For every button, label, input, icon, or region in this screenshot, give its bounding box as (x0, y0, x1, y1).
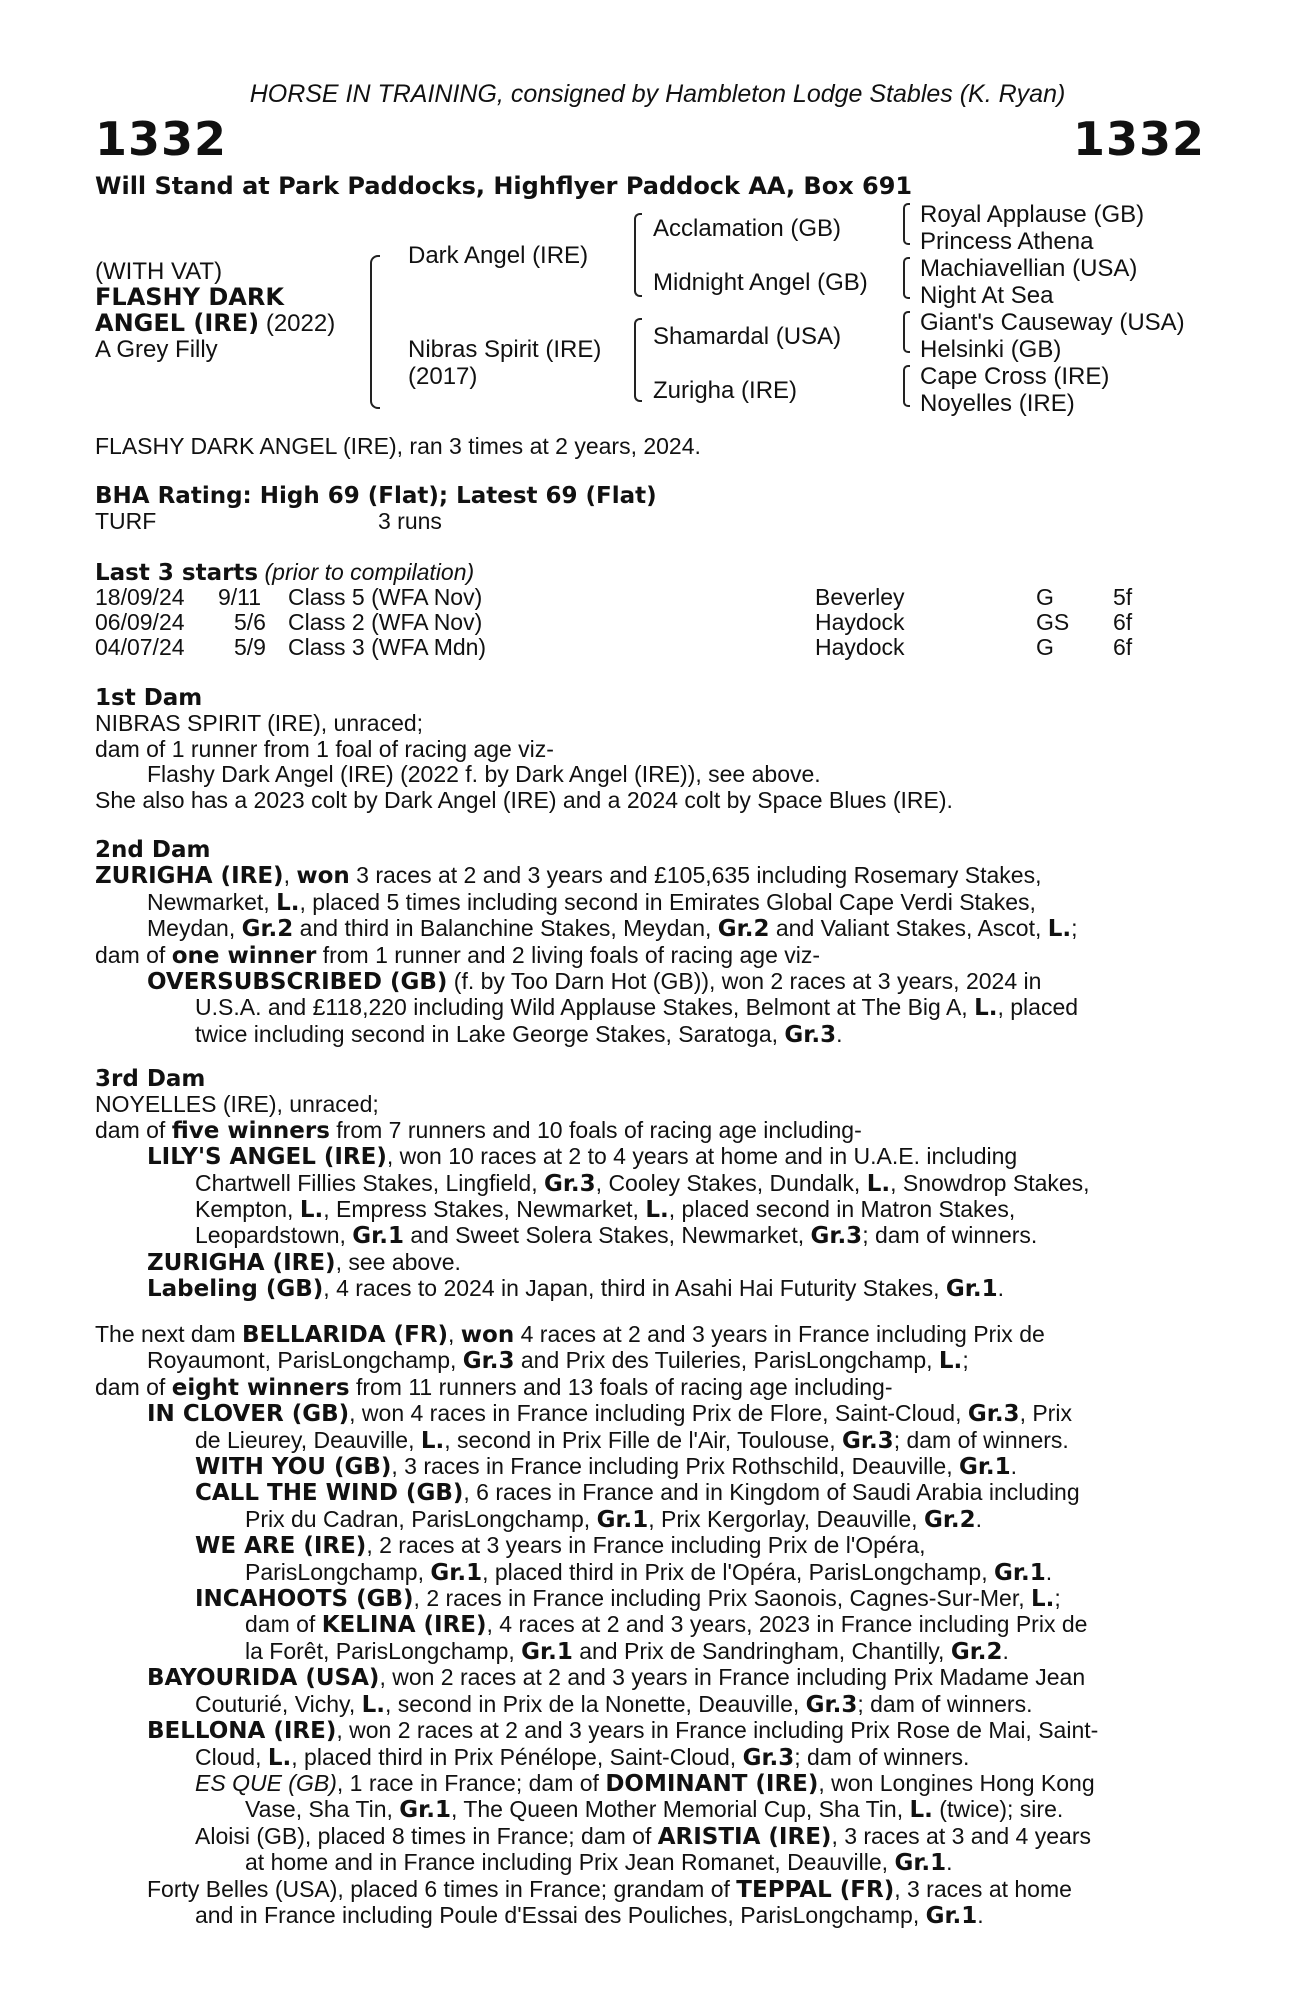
next-dam-section (95, 1322, 1205, 1929)
start-course: Beverley (815, 584, 905, 610)
winners-count: eight winners (171, 1374, 350, 1401)
produce-name: WE ARE (IRE) (195, 1533, 367, 1560)
text: ; (962, 1347, 969, 1374)
first-dam-heading: 1st Dam (95, 685, 203, 711)
text: dam of (95, 1116, 172, 1143)
grade: L. (974, 995, 998, 1022)
grade: Gr.3 (805, 1691, 858, 1718)
grade: Gr.3 (742, 1744, 795, 1771)
text: , second in Prix Fille de l'Air, Toulouse, (444, 1426, 842, 1453)
vat-note: (WITH VAT) (95, 258, 223, 285)
produce-name: ZURIGHA (IRE) (147, 1249, 336, 1276)
text: , placed second in Matron Stakes, (668, 1196, 1016, 1223)
third-dam-line: NOYELLES (IRE), unraced; (95, 1091, 379, 1118)
start-distance: 6f (1113, 634, 1133, 660)
text: , won 2 races at 2 and 3 years in France including Prix Madame Jean (379, 1664, 1086, 1691)
pedigree-sss: Royal Applause (GB) (920, 201, 1145, 228)
first-dam-section (95, 686, 1205, 813)
text: , Prix (1019, 1400, 1072, 1427)
horse-year: (2022) (259, 310, 336, 337)
text: dam of (95, 941, 172, 968)
first-dam-line: She also has a 2023 colt by Dark Angel (IRE) and a 2024 colt by Space Blues (IRE). (95, 786, 953, 813)
text: Chartwell Fillies Stakes, Lingfield, (195, 1169, 544, 1196)
produce-line (95, 1745, 1205, 1771)
grade: Gr.3 (784, 1021, 837, 1048)
produce-line (95, 1171, 1205, 1197)
second-dam-line (95, 916, 1205, 942)
text: The next dam (95, 1321, 243, 1347)
text: 3 races at 2 and 3 years and £105,635 including Rosemary Stakes, (349, 862, 1042, 889)
pedigree-dd: Zurigha (IRE) (653, 377, 798, 404)
grade: Gr.1 (994, 1559, 1046, 1586)
grade: Gr.1 (925, 1902, 978, 1929)
produce-name: CALL THE WIND (GB) (195, 1480, 464, 1507)
produce-name: KELINA (IRE) (321, 1612, 487, 1639)
second-dam-line (95, 943, 1205, 969)
produce-line (95, 1560, 1205, 1586)
start-race: Class 5 (WFA Nov) (288, 584, 483, 610)
horse-name-line2-wrap (95, 309, 335, 338)
text: dam of (95, 1373, 172, 1400)
pedigree-dss: Giant's Causeway (USA) (920, 309, 1185, 336)
pedigree-sdd: Night At Sea (920, 282, 1054, 309)
text: , 2 races in France including Prix Saonois, Cagnes-Sur-Mer, (413, 1585, 1031, 1612)
grade: Gr.1 (945, 1276, 998, 1303)
last-starts-note: (prior to compilation) (258, 559, 475, 585)
text: and third in Balanchine Stakes, Meydan, (293, 915, 718, 942)
pedigree-brace-dam (634, 318, 642, 402)
start-date: 06/09/24 (95, 609, 185, 635)
text: . (836, 1020, 843, 1047)
second-dam-section (95, 838, 1205, 1048)
grade: Gr.1 (352, 1223, 404, 1250)
grade: L. (909, 1797, 933, 1824)
lot-number-left: 1332 (95, 112, 228, 166)
third-dam-heading: 3rd Dam (95, 1066, 206, 1092)
grade: Gr.2 (241, 916, 294, 943)
produce-line (95, 1197, 1205, 1223)
text: from 11 runners and 13 foals of racing age including- (349, 1373, 893, 1400)
text: , placed third in Prix de l'Opéra, ParisLongchamp, (482, 1558, 995, 1585)
text: at home and in France including Prix Jean Romanet, Deauville, (245, 1849, 895, 1876)
text: , second in Prix de la Nonette, Deauville, (385, 1690, 806, 1717)
pedigree-brace-sire (634, 213, 642, 297)
winners-count: five winners (171, 1117, 330, 1144)
produce-line (95, 1428, 1205, 1454)
grade: Gr.1 (596, 1506, 649, 1533)
produce-name: LILY'S ANGEL (IRE) (147, 1144, 387, 1171)
grade: L. (938, 1348, 963, 1375)
stand-location: Will Stand at Park Paddocks, Highflyer Paddock AA, Box 691 (95, 172, 913, 200)
text: , placed 5 times including second in Emirates Global Cape Verdi Stakes, (299, 888, 1036, 915)
produce-line (95, 1877, 1205, 1903)
second-dam-line (95, 890, 1205, 916)
text: (twice); sire. (932, 1796, 1064, 1823)
winners-count: one winner (171, 942, 317, 969)
produce-line (95, 1507, 1205, 1533)
text: Couturié, Vichy, (195, 1690, 362, 1717)
text: and Prix de Sandringham, Chantilly, (572, 1637, 951, 1664)
text: U.S.A. and £118,220 including Wild Applause Stakes, Belmont at The Big A, (195, 994, 975, 1021)
start-position: 5/9 (234, 634, 266, 660)
grade: Gr.2 (717, 916, 770, 943)
produce-name: Labeling (GB) (147, 1276, 324, 1303)
text: , Empress Stakes, Newmarket, (323, 1196, 646, 1223)
grade: L. (420, 1427, 445, 1454)
produce-line (95, 1223, 1205, 1249)
text: and Sweet Solera Stakes, Newmarket, (403, 1222, 811, 1249)
first-dam-produce: Flashy Dark Angel (IRE) (2022 f. by Dark Angel (IRE)), see above. (147, 761, 821, 788)
consignment-header: HORSE IN TRAINING, consigned by Hambleton Lodge Stables (K. Ryan) (249, 80, 1066, 108)
produce-name: INCAHOOTS (GB) (195, 1586, 414, 1613)
text: and Prix des Tuileries, ParisLongchamp, (514, 1347, 939, 1374)
grade: Gr.1 (521, 1638, 573, 1665)
first-dam-line: dam of 1 runner from 1 foal of racing age viz- (95, 735, 554, 762)
rating-runs: 3 runs (378, 508, 442, 534)
start-going: G (1036, 634, 1054, 660)
next-dam-line (95, 1348, 1205, 1374)
produce-line (95, 1250, 1205, 1276)
text: from 1 runner and 2 living foals of racing age viz- (316, 941, 821, 968)
produce-line (95, 1612, 1205, 1638)
produce-line (95, 1480, 1205, 1506)
text: , won Longines Hong Kong (818, 1769, 1095, 1796)
grade: L. (267, 1744, 292, 1771)
produce-line (95, 1771, 1205, 1797)
text: Forty Belles (USA), placed 6 times in France; grandam of (147, 1875, 737, 1902)
pedigree-ds: Shamardal (USA) (653, 323, 842, 350)
grade: Gr.1 (894, 1850, 947, 1877)
pedigree-dam-year: (2017) (408, 363, 478, 390)
next-dam-line (95, 1375, 1205, 1401)
pedigree-ss: Acclamation (GB) (653, 215, 842, 242)
text: . (975, 1505, 983, 1532)
grade: Gr.3 (543, 1170, 596, 1197)
text: ; dam of winners. (893, 1426, 1069, 1453)
produce-name: TEPPAL (FR) (736, 1876, 895, 1903)
grade: L. (361, 1691, 386, 1718)
grade: Gr.3 (810, 1223, 863, 1250)
text: . (1010, 1453, 1018, 1480)
text: , 2 races at 3 years in France including Prix de l'Opéra, (366, 1532, 926, 1559)
grade: Gr.3 (967, 1401, 1020, 1428)
last-starts-heading (95, 559, 474, 586)
lot-number-right: 1332 (1072, 112, 1205, 166)
start-race: Class 3 (WFA Mdn) (288, 634, 487, 660)
text: la Forêt, ParisLongchamp, (245, 1637, 522, 1664)
dam-name: BELLARIDA (FR) (242, 1322, 448, 1348)
start-date: 04/07/24 (95, 634, 185, 660)
second-dam-line: ZURIGHA (IRE), won 3 races at 2 and 3 years and £105,635 including Rosemary Stakes, (95, 862, 1042, 890)
produce-line (95, 1797, 1205, 1823)
text: . (1045, 1558, 1053, 1585)
start-date: 18/09/24 (95, 584, 185, 610)
rating-surface: TURF (95, 508, 157, 534)
text: , Cooley Stakes, Dundalk, (595, 1169, 867, 1196)
produce-name: OVERSUBSCRIBED (GB) (147, 969, 448, 996)
grade: L. (645, 1197, 669, 1224)
produce-name: ARISTIA (IRE) (657, 1823, 832, 1850)
last-starts-title: Last 3 starts (95, 560, 259, 586)
produce-line (95, 1586, 1205, 1612)
text: , placed (997, 994, 1079, 1021)
produce-line (95, 1639, 1205, 1665)
produce-name: BAYOURIDA (USA) (147, 1665, 380, 1692)
text: Aloisi (GB), placed 8 times in France; dam of (195, 1822, 658, 1849)
pedigree-dsd: Helsinki (GB) (920, 336, 1062, 363)
start-position: 9/11 (218, 584, 262, 610)
text: , see above. (335, 1248, 461, 1275)
text: 4 races at 2 and 3 years in France including Prix de (514, 1321, 1045, 1347)
text: and Valiant Stakes, Ascot, (769, 915, 1048, 942)
text: Leopardstown, (195, 1222, 353, 1249)
won-label: won (296, 863, 350, 890)
start-course: Haydock (815, 609, 905, 635)
third-dam-section (95, 1067, 1205, 1303)
pedigree-dds: Cape Cross (IRE) (920, 363, 1110, 390)
text: , won 2 races at 2 and 3 years in France including Prix Rose de Mai, Saint- (336, 1717, 1099, 1744)
text: ; dam of winners. (794, 1743, 970, 1770)
text: Newmarket, (147, 888, 277, 915)
text: ; dam of winners. (857, 1690, 1033, 1717)
text: , Snowdrop Stakes, (890, 1169, 1090, 1196)
produce-line (95, 1144, 1205, 1170)
dam-name: ZURIGHA (IRE) (95, 863, 284, 890)
text: , 3 races at home (894, 1875, 1072, 1902)
start-distance: 6f (1113, 609, 1133, 635)
text: , placed third in Prix Pénélope, Saint-Cloud, (291, 1743, 743, 1770)
pedigree-ssd: Princess Athena (920, 228, 1094, 255)
text: twice including second in Lake George Stakes, Saratoga, (195, 1020, 785, 1047)
second-dam-heading: 2nd Dam (95, 837, 211, 863)
produce-name: DOMINANT (IRE) (605, 1770, 819, 1797)
produce-name: ES QUE (GB) (195, 1769, 337, 1796)
grade: L. (276, 889, 300, 916)
text: . (997, 1275, 1004, 1302)
start-going: G (1036, 584, 1054, 610)
pedigree-ddd: Noyelles (IRE) (920, 390, 1075, 417)
grade: Gr.1 (399, 1797, 451, 1824)
text: , won 10 races at 2 to 4 years at home and in U.A.E. including (386, 1143, 1018, 1170)
text: and in France including Poule d'Essai des Pouliches, ParisLongchamp, (195, 1901, 926, 1928)
produce-name: BELLONA (IRE) (147, 1718, 337, 1745)
pedigree-brace-ds (903, 311, 910, 353)
start-distance: 5f (1113, 584, 1133, 610)
text: , 6 races in France and in Kingdom of Saudi Arabia including (463, 1479, 1080, 1506)
grade: Gr.1 (958, 1454, 1011, 1481)
start-race: Class 2 (WFA Nov) (288, 609, 483, 635)
text: dam of (245, 1611, 322, 1638)
produce-line (95, 1692, 1205, 1718)
bha-rating: BHA Rating: High 69 (Flat); Latest 69 (Flat) (95, 483, 657, 509)
pedigree-sire: Dark Angel (IRE) (408, 242, 589, 269)
produce-line (95, 1533, 1205, 1559)
third-dam-line (95, 1118, 1205, 1144)
produce-line (95, 1401, 1205, 1427)
text: , Prix Kergorlay, Deauville, (648, 1505, 924, 1532)
text: . (946, 1849, 953, 1876)
pedigree-brace-main (370, 255, 380, 409)
produce-name: IN CLOVER (GB) (147, 1401, 350, 1428)
text: ; (1054, 1585, 1061, 1612)
first-dam-line: NIBRAS SPIRIT (IRE), unraced; (95, 710, 424, 737)
pedigree-brace-dd (903, 365, 910, 407)
horse-description: A Grey Filly (95, 336, 218, 363)
text: , 3 races in France including Prix Rothschild, Deauville, (391, 1453, 959, 1480)
grade: L. (1031, 1586, 1055, 1613)
text: de Lieurey, Deauville, (195, 1426, 421, 1453)
text: , won 4 races in France including Prix de Flore, Saint-Cloud, (349, 1400, 968, 1427)
text: Kempton, (195, 1196, 300, 1223)
produce-line (95, 995, 1205, 1021)
grade: L. (299, 1197, 324, 1224)
grade: Gr.1 (430, 1559, 483, 1586)
grade: Gr.3 (842, 1427, 894, 1454)
grade: Gr.2 (950, 1638, 1003, 1665)
text: ; (1071, 915, 1078, 942)
text: , 4 races to 2024 in Japan, third in Asahi Hai Futurity Stakes, (323, 1275, 946, 1302)
produce-line (95, 1824, 1205, 1850)
text: Meydan, (147, 915, 242, 942)
produce-name: WITH YOU (GB) (195, 1454, 392, 1481)
produce-line (95, 1454, 1205, 1480)
start-course: Haydock (815, 634, 905, 660)
pedigree-brace-sd (903, 257, 910, 299)
text: Cloud, (195, 1743, 268, 1770)
start-position: 5/6 (234, 609, 266, 635)
text: Royaumont, ParisLongchamp, (147, 1347, 463, 1374)
horse-name-line2: ANGEL (IRE) (95, 309, 260, 337)
pedigree-brace-ss (903, 203, 910, 245)
pedigree-sd: Midnight Angel (GB) (653, 269, 868, 296)
text: , The Queen Mother Memorial Cup, Sha Tin, (450, 1796, 910, 1823)
produce-line (95, 1665, 1205, 1691)
text: from 7 runners and 10 foals of racing age including- (329, 1116, 862, 1143)
text: . (1002, 1637, 1009, 1664)
text: , 3 races at 3 and 4 years (831, 1822, 1091, 1849)
grade: Gr.3 (462, 1348, 515, 1375)
pedigree-sds: Machiavellian (USA) (920, 255, 1138, 282)
produce-line (95, 1850, 1205, 1876)
text: , 1 race in France; dam of (336, 1769, 606, 1796)
start-going: GS (1036, 609, 1070, 635)
grade: L. (866, 1170, 891, 1197)
grade: Gr.2 (923, 1506, 976, 1533)
text: Vase, Sha Tin, (245, 1796, 400, 1823)
won-label: won (460, 1322, 515, 1348)
text: (f. by Too Darn Hot (GB)), won 2 races at 3 years, 2024 in (447, 968, 1042, 995)
next-dam-line: The next dam BELLARIDA (FR), won 4 races at 2 and 3 years in France including Prix de (95, 1321, 1045, 1348)
produce-line (95, 1718, 1205, 1744)
pedigree-dam: Nibras Spirit (IRE) (408, 336, 602, 363)
produce-line (95, 1276, 1205, 1302)
text: , 4 races at 2 and 3 years, 2023 in France including Prix de (486, 1611, 1088, 1638)
text: Prix du Cadran, ParisLongchamp, (245, 1505, 597, 1532)
text: ParisLongchamp, (245, 1558, 431, 1585)
produce-line (95, 1903, 1205, 1929)
produce-line (95, 969, 1205, 995)
text: ; dam of winners. (862, 1222, 1038, 1249)
horse-name-line1: FLASHY DARK (95, 283, 284, 311)
produce-line (95, 1022, 1205, 1048)
ran-summary: FLASHY DARK ANGEL (IRE), ran 3 times at 2 years, 2024. (95, 433, 701, 459)
text: . (977, 1901, 984, 1928)
grade: L. (1047, 916, 1072, 943)
